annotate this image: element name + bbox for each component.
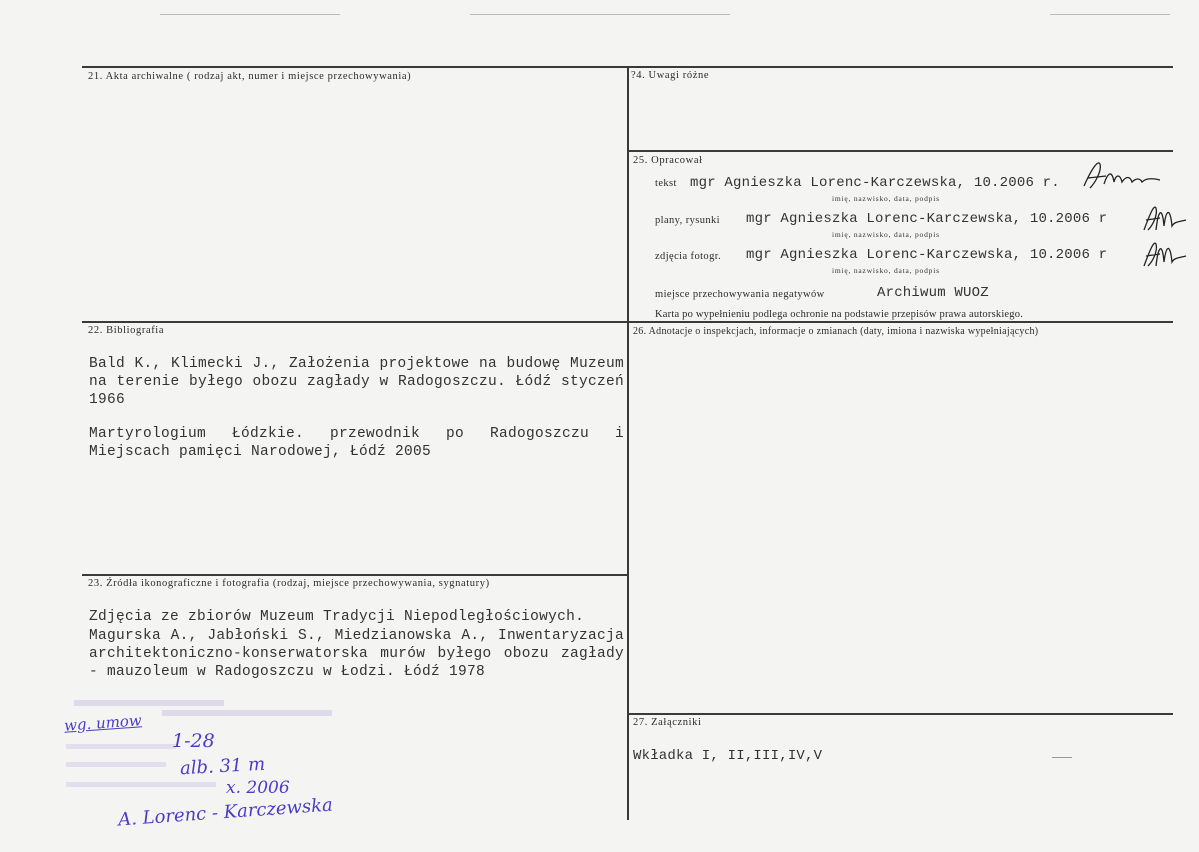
center-divider: [627, 66, 629, 820]
stamp-line: [66, 744, 176, 749]
right-divider-26: [628, 321, 1173, 323]
bibliography-entry: Martyrologium Łódzkie. przewodnik po Radogoszczu i Miejscach pamięci Narodowej, Łódź 2005: [89, 426, 624, 460]
stamp-line: [74, 700, 224, 706]
section-27-header: 27. Załączniki: [633, 717, 702, 728]
signature-icon: [1142, 236, 1188, 270]
copyright-note: Karta po wypełnieniu podlega ochronie na podstawie przepisów prawa autorskiego.: [655, 309, 1024, 320]
source-entry: Zdjęcia ze zbiorów Muzeum Tradycji Niepodległościowych.: [89, 609, 585, 625]
section-25-header: 25. Opracował: [633, 155, 703, 166]
negatives-value: Archiwum WUOZ: [877, 285, 989, 301]
signature-icon: [1082, 158, 1162, 194]
author-row-caption: imię, nazwisko, data, podpis: [832, 230, 940, 239]
negatives-label: miejsce przechowywania negatywów: [655, 289, 825, 300]
section-22-header: 22. Bibliografia: [88, 325, 165, 336]
author-row-label-plans: plany, rysunki: [655, 215, 720, 226]
author-row-value-text: mgr Agnieszka Lorenc-Karczewska, 10.2006 r.: [690, 175, 1060, 191]
source-entry: Magurska A., Jabłoński S., Miedzianowska A., Inwentaryzacja architektoniczno-konserwatorska murów byłego obozu zagłady - mauzoleum w Radogoszczu w Łodzi. Łódź 1978: [89, 628, 624, 680]
author-row-label-photos: zdjęcia fotogr.: [655, 251, 722, 262]
left-divider-22: [82, 321, 628, 323]
handwritten-note: wg. umow: [63, 711, 143, 735]
section-26-header: 26. Adnotacje o inspekcjach, informacje o zmianach (daty, imiona i nazwiska wypełniających): [633, 326, 1039, 337]
section-21-header: 21. Akta archiwalne ( rodzaj akt, numer i miejsce przechowywania): [88, 71, 412, 82]
signature-icon: [1142, 200, 1188, 234]
handwritten-note: x. 2006: [226, 778, 290, 798]
right-divider-27: [628, 713, 1173, 715]
handwritten-note: 1-28: [172, 730, 215, 752]
author-row-caption: imię, nazwisko, data, podpis: [832, 194, 940, 203]
handwritten-note: alb. 31 m: [179, 753, 266, 780]
section-24-header: ?4. Uwagi różne: [631, 70, 710, 81]
handwritten-note: A. Lorenc - Karczewska: [117, 794, 334, 831]
section-23-header: 23. Źródła ikonograficzne i fotografia (rodzaj, miejsce przechowywania, sygnatury): [88, 578, 490, 589]
scan-mark: [470, 14, 730, 15]
stamp-line: [66, 782, 216, 787]
scan-mark: [1050, 14, 1170, 15]
author-row-value-photos: mgr Agnieszka Lorenc-Karczewska, 10.2006 r: [746, 247, 1108, 263]
bibliography-entry: Bald K., Klimecki J., Założenia projektowe na budowę Muzeum na terenie byłego obozu zagłady w Radogoszczu. Łódź styczeń 1966: [89, 356, 624, 408]
author-row-label-text: tekst: [655, 178, 677, 189]
author-row-value-plans: mgr Agnieszka Lorenc-Karczewska, 10.2006 r: [746, 211, 1108, 227]
scan-mark: [1052, 757, 1072, 758]
author-row-caption: imię, nazwisko, data, podpis: [832, 266, 940, 275]
stamp-line: [66, 762, 166, 767]
attachments-value: Wkładka I, II,III,IV,V: [633, 748, 823, 764]
right-divider-25: [628, 150, 1173, 152]
left-divider-23: [82, 574, 628, 576]
scan-mark: [160, 14, 340, 15]
stamp-line: [162, 710, 332, 716]
